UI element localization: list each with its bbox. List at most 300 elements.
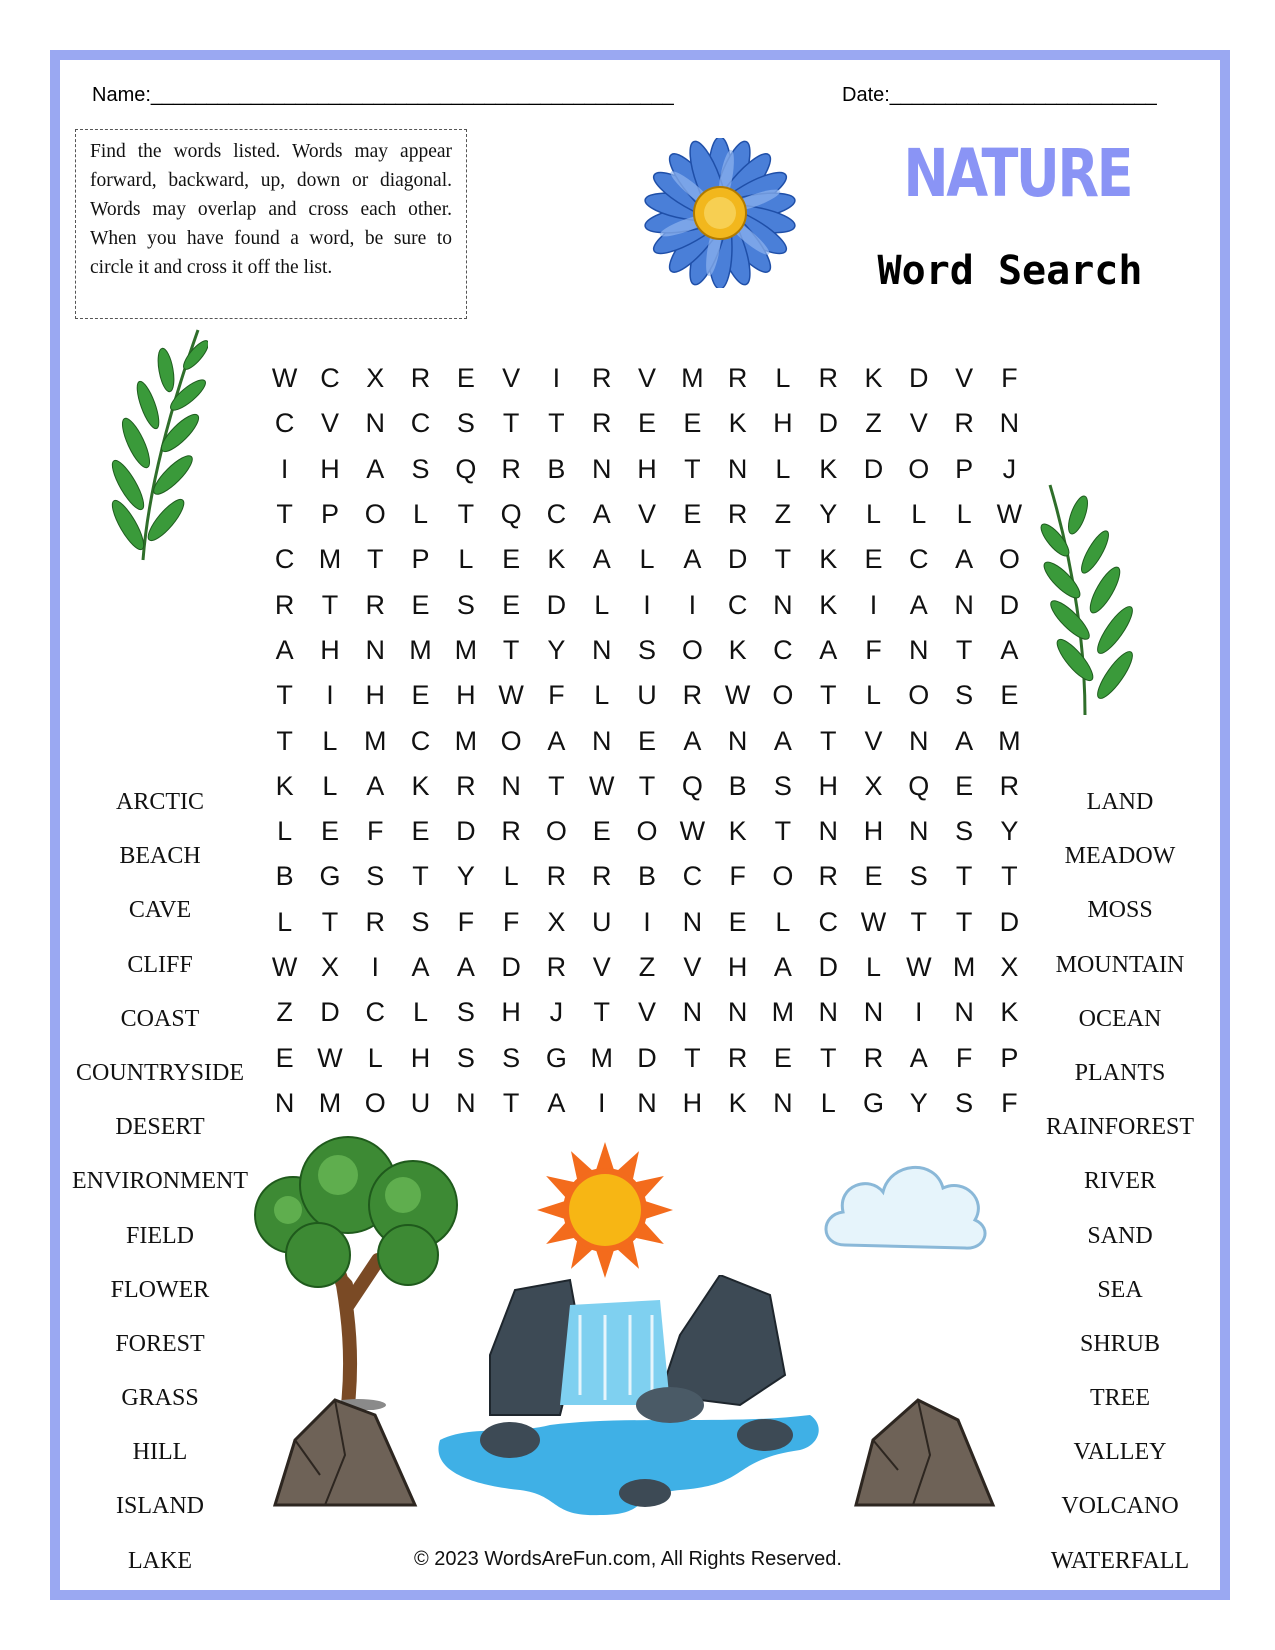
grid-letter[interactable]: E: [411, 680, 430, 711]
grid-letter[interactable]: V: [638, 997, 657, 1028]
letter-grid[interactable]: [262, 356, 1032, 1126]
grid-letter[interactable]: W: [271, 952, 298, 982]
grid-letter[interactable]: W: [317, 1042, 343, 1073]
grid-letter[interactable]: L: [865, 680, 882, 711]
grid-letter[interactable]: L: [820, 1087, 836, 1118]
grid-letter[interactable]: F: [1001, 1087, 1018, 1118]
grid-letter[interactable]: A: [547, 1087, 566, 1118]
grid-letter[interactable]: Z: [276, 997, 293, 1028]
grid-letter[interactable]: T: [593, 997, 610, 1028]
grid-letter[interactable]: F: [955, 1042, 973, 1073]
grid-letter[interactable]: N: [365, 634, 385, 665]
grid-letter[interactable]: F: [366, 816, 384, 847]
grid-letter[interactable]: R: [818, 861, 838, 892]
grid-letter[interactable]: T: [548, 408, 565, 439]
grid-letter[interactable]: A: [366, 453, 385, 484]
grid-letter[interactable]: A: [411, 952, 430, 982]
grid-letter[interactable]: J: [549, 997, 564, 1028]
grid-letter[interactable]: D: [999, 906, 1020, 937]
grid-letter[interactable]: A: [955, 725, 974, 756]
grid-letter[interactable]: C: [410, 725, 431, 756]
grid-letter[interactable]: R: [727, 499, 748, 530]
grid-letter[interactable]: O: [364, 499, 386, 530]
grid-letter[interactable]: N: [818, 997, 838, 1028]
grid-letter[interactable]: L: [865, 499, 882, 530]
grid-letter[interactable]: V: [592, 952, 611, 982]
title-nature: NATURE: [903, 135, 1132, 212]
grid-letter[interactable]: T: [955, 906, 973, 937]
grid-letter[interactable]: D: [999, 589, 1020, 620]
grid-letter[interactable]: N: [909, 816, 929, 847]
grid-letter[interactable]: N: [727, 453, 748, 484]
grid-letter[interactable]: D: [909, 363, 929, 394]
grid-letter[interactable]: L: [911, 499, 927, 530]
grid-letter[interactable]: R: [501, 816, 521, 847]
grid-letter[interactable]: E: [1000, 680, 1019, 711]
grid-letter[interactable]: D: [501, 952, 521, 982]
grid-letter[interactable]: T: [276, 499, 293, 530]
grid-letter[interactable]: L: [639, 544, 655, 575]
grid-letter[interactable]: E: [592, 816, 611, 847]
grid-letter[interactable]: H: [863, 816, 884, 847]
title-word-search: Word Search: [877, 248, 1143, 294]
grid-letter[interactable]: O: [364, 1087, 386, 1118]
word-list-item: DESERT: [115, 1114, 205, 1141]
grid-letter[interactable]: Z: [865, 408, 882, 439]
grid-letter[interactable]: S: [638, 634, 657, 665]
grid-letter[interactable]: M: [771, 997, 795, 1028]
word-list-item: BEACH: [119, 843, 201, 870]
grid-letter[interactable]: O: [772, 861, 794, 892]
grid-letter[interactable]: S: [411, 453, 430, 484]
grid-letter[interactable]: E: [411, 589, 430, 620]
grid-letter[interactable]: R: [591, 408, 612, 439]
grid-letter[interactable]: A: [819, 634, 838, 665]
grid-letter[interactable]: B: [638, 861, 657, 892]
grid-letter[interactable]: P: [1000, 1042, 1019, 1073]
grid-letter[interactable]: L: [277, 906, 293, 937]
grid-letter[interactable]: A: [592, 499, 611, 530]
word-list-item: SAND: [1087, 1222, 1153, 1249]
grid-letter[interactable]: R: [365, 906, 385, 937]
grid-letter[interactable]: H: [637, 453, 657, 484]
grid-letter[interactable]: E: [955, 770, 974, 801]
grid-letter[interactable]: Z: [638, 952, 656, 982]
grid-letter[interactable]: T: [819, 680, 837, 711]
grid-letter[interactable]: Y: [819, 499, 838, 530]
grid-letter[interactable]: Y: [1000, 816, 1019, 847]
grid-letter[interactable]: K: [275, 770, 294, 801]
grid-letter[interactable]: R: [727, 1042, 748, 1073]
grid-letter[interactable]: R: [863, 1042, 884, 1073]
grid-letter[interactable]: U: [591, 906, 612, 937]
grid-letter[interactable]: P: [955, 453, 974, 484]
grid-letter[interactable]: E: [320, 816, 339, 847]
grid-letter[interactable]: T: [276, 725, 293, 756]
grid-letter[interactable]: S: [456, 997, 475, 1028]
grid-letter[interactable]: M: [318, 1087, 342, 1118]
grid-letter[interactable]: T: [502, 634, 520, 665]
grid-letter[interactable]: L: [956, 499, 972, 530]
grid-letter[interactable]: S: [773, 770, 792, 801]
grid-letter[interactable]: I: [915, 997, 923, 1028]
grid-letter[interactable]: V: [638, 499, 657, 530]
grid-letter[interactable]: C: [365, 997, 385, 1028]
grid-letter[interactable]: I: [688, 589, 697, 620]
grid-letter[interactable]: O: [908, 453, 930, 484]
grid-letter[interactable]: Q: [500, 499, 522, 530]
grid-letter[interactable]: S: [366, 861, 385, 892]
grid-letter[interactable]: A: [275, 634, 294, 665]
grid-letter[interactable]: K: [819, 589, 838, 620]
grid-letter[interactable]: M: [952, 952, 976, 982]
grid-letter[interactable]: S: [456, 1042, 475, 1073]
grid-letter[interactable]: A: [773, 725, 792, 756]
grid-letter[interactable]: A: [683, 725, 702, 756]
grid-letter[interactable]: I: [371, 952, 379, 982]
grid-letter[interactable]: R: [682, 680, 703, 711]
grid-letter[interactable]: O: [545, 816, 567, 847]
grid-letter[interactable]: C: [909, 544, 929, 575]
grid-letter[interactable]: M: [590, 1042, 613, 1073]
grid-letter[interactable]: V: [320, 408, 339, 439]
grid-letter[interactable]: H: [501, 997, 521, 1028]
grid-letter[interactable]: L: [322, 770, 338, 801]
grid-letter[interactable]: R: [274, 589, 295, 620]
grid-letter[interactable]: W: [498, 680, 524, 711]
grid-letter[interactable]: K: [728, 1087, 747, 1118]
grid-letter[interactable]: T: [457, 499, 475, 530]
grid-letter[interactable]: M: [318, 544, 342, 575]
grid-letter[interactable]: I: [280, 453, 289, 484]
grid-letter[interactable]: T: [955, 861, 973, 892]
grid-letter[interactable]: L: [413, 997, 429, 1028]
grid-letter[interactable]: D: [546, 589, 567, 620]
grid-letter[interactable]: T: [638, 770, 656, 801]
grid-letter[interactable]: N: [727, 997, 748, 1028]
grid-letter[interactable]: D: [818, 952, 838, 982]
grid-letter[interactable]: H: [773, 408, 793, 439]
grid-letter[interactable]: V: [502, 363, 521, 394]
grid-letter[interactable]: L: [367, 1042, 383, 1073]
grid-letter[interactable]: P: [320, 499, 339, 530]
grid-letter[interactable]: N: [365, 408, 385, 439]
grid-letter[interactable]: T: [774, 544, 792, 575]
grid-letter[interactable]: I: [869, 589, 878, 620]
grid-letter[interactable]: V: [683, 952, 702, 982]
grid-letter[interactable]: S: [411, 906, 430, 937]
grid-letter[interactable]: N: [909, 725, 929, 756]
grid-letter[interactable]: R: [365, 589, 385, 620]
grid-letter[interactable]: N: [818, 816, 838, 847]
grid-letter[interactable]: I: [552, 363, 561, 394]
grid-letter[interactable]: Q: [908, 770, 930, 801]
grid-letter[interactable]: C: [818, 906, 838, 937]
grid-letter[interactable]: O: [500, 725, 522, 756]
grid-letter[interactable]: N: [999, 408, 1020, 439]
grid-letter[interactable]: W: [906, 952, 932, 982]
grid-letter[interactable]: U: [410, 1087, 431, 1118]
grid-letter[interactable]: M: [409, 634, 432, 665]
grid-letter[interactable]: A: [1000, 634, 1019, 665]
word-list-item: COUNTRYSIDE: [75, 1059, 244, 1086]
grid-letter[interactable]: O: [681, 634, 703, 665]
grid-letter[interactable]: Q: [455, 453, 477, 484]
grid-letter[interactable]: C: [320, 363, 340, 394]
grid-letter[interactable]: L: [775, 453, 791, 484]
grid-letter[interactable]: H: [320, 453, 340, 484]
grid-letter[interactable]: L: [277, 816, 293, 847]
grid-letter[interactable]: T: [684, 453, 701, 484]
grid-letter[interactable]: T: [276, 680, 293, 711]
grid-letter[interactable]: C: [727, 589, 748, 620]
grid-letter[interactable]: N: [863, 997, 884, 1028]
grid-letter[interactable]: T: [548, 770, 565, 801]
grid-letter[interactable]: E: [864, 861, 883, 892]
grid-letter[interactable]: E: [502, 544, 521, 575]
grid-letter[interactable]: N: [637, 1087, 657, 1118]
grid-letter[interactable]: E: [683, 408, 702, 439]
grid-letter[interactable]: A: [955, 544, 974, 575]
grid-letter[interactable]: C: [410, 408, 431, 439]
grid-letter[interactable]: J: [1002, 453, 1017, 484]
grid-letter[interactable]: Y: [909, 1087, 928, 1118]
grid-letter[interactable]: C: [682, 861, 703, 892]
grid-letter[interactable]: T: [774, 816, 792, 847]
grid-letter[interactable]: E: [638, 725, 657, 756]
grid-letter[interactable]: S: [456, 589, 475, 620]
grid-letter[interactable]: N: [773, 1087, 793, 1118]
grid-letter[interactable]: X: [547, 906, 566, 937]
grid-letter[interactable]: D: [456, 816, 476, 847]
grid-letter[interactable]: D: [727, 544, 748, 575]
grid-letter[interactable]: N: [591, 634, 612, 665]
grid-letter[interactable]: I: [643, 906, 651, 937]
grid-letter[interactable]: E: [638, 408, 657, 439]
grid-letter[interactable]: V: [955, 363, 974, 394]
grid-letter[interactable]: A: [909, 589, 928, 620]
grid-letter[interactable]: E: [683, 499, 702, 530]
grid-letter[interactable]: B: [275, 861, 294, 892]
grid-letter[interactable]: X: [1000, 952, 1019, 982]
grid-letter[interactable]: N: [591, 453, 612, 484]
grid-letter[interactable]: R: [546, 952, 567, 982]
grid-letter[interactable]: T: [321, 589, 339, 620]
grid-letter[interactable]: K: [728, 816, 747, 847]
grid-letter[interactable]: E: [728, 906, 747, 937]
grid-letter[interactable]: C: [546, 499, 567, 530]
grid-letter[interactable]: V: [864, 725, 883, 756]
grid-letter[interactable]: I: [326, 680, 334, 711]
grid-letter[interactable]: H: [365, 680, 385, 711]
grid-letter[interactable]: R: [456, 770, 476, 801]
grid-letter[interactable]: X: [366, 363, 385, 394]
grid-letter[interactable]: K: [728, 408, 747, 439]
grid-letter[interactable]: L: [594, 680, 610, 711]
grid-letter[interactable]: A: [773, 952, 792, 982]
grid-letter[interactable]: W: [271, 363, 298, 394]
grid-letter[interactable]: G: [863, 1087, 885, 1118]
date-field[interactable]: Date:________________________: [842, 84, 1157, 106]
grid-letter[interactable]: R: [999, 770, 1020, 801]
grid-letter[interactable]: O: [636, 816, 658, 847]
grid-letter[interactable]: L: [865, 952, 882, 982]
grid-letter[interactable]: E: [502, 589, 521, 620]
grid-letter[interactable]: E: [411, 816, 430, 847]
grid-letter[interactable]: L: [503, 861, 519, 892]
grid-letter[interactable]: G: [319, 861, 341, 892]
grid-letter[interactable]: L: [458, 544, 474, 575]
grid-letter[interactable]: P: [411, 544, 430, 575]
grid-letter[interactable]: R: [410, 363, 431, 394]
grid-letter[interactable]: H: [682, 1087, 703, 1118]
grid-letter[interactable]: K: [819, 544, 838, 575]
grid-letter[interactable]: M: [998, 725, 1021, 756]
grid-letter[interactable]: S: [955, 816, 974, 847]
grid-letter[interactable]: N: [682, 906, 703, 937]
grid-letter[interactable]: N: [682, 997, 703, 1028]
grid-letter[interactable]: R: [591, 363, 612, 394]
grid-letter[interactable]: N: [909, 634, 929, 665]
grid-letter[interactable]: O: [772, 680, 794, 711]
grid-letter[interactable]: L: [413, 499, 429, 530]
grid-letter[interactable]: Q: [681, 770, 703, 801]
grid-letter[interactable]: N: [727, 725, 748, 756]
grid-letter[interactable]: K: [411, 770, 430, 801]
grid-letter[interactable]: M: [681, 363, 704, 394]
grid-letter[interactable]: V: [638, 363, 657, 394]
grid-letter[interactable]: N: [501, 770, 521, 801]
grid-letter[interactable]: S: [955, 1087, 974, 1118]
grid-letter[interactable]: N: [773, 589, 793, 620]
grid-letter[interactable]: S: [502, 1042, 521, 1073]
grid-letter[interactable]: T: [955, 634, 973, 665]
grid-letter[interactable]: F: [1001, 363, 1018, 394]
grid-letter[interactable]: K: [547, 544, 566, 575]
grid-letter[interactable]: T: [684, 1042, 701, 1073]
grid-letter[interactable]: K: [728, 634, 747, 665]
grid-letter[interactable]: N: [591, 725, 612, 756]
grid-letter[interactable]: G: [545, 1042, 567, 1073]
grid-letter[interactable]: X: [320, 952, 339, 982]
grid-letter[interactable]: D: [320, 997, 340, 1028]
grid-letter[interactable]: R: [954, 408, 974, 439]
grid-letter[interactable]: R: [591, 861, 612, 892]
grid-letter[interactable]: T: [321, 906, 339, 937]
grid-letter[interactable]: F: [865, 634, 882, 665]
grid-letter[interactable]: B: [547, 453, 566, 484]
grid-letter[interactable]: C: [773, 634, 793, 665]
grid-letter[interactable]: K: [1000, 997, 1019, 1028]
grid-letter[interactable]: I: [643, 589, 651, 620]
grid-letter[interactable]: I: [597, 1087, 606, 1118]
grid-letter[interactable]: T: [910, 906, 928, 937]
name-field[interactable]: Name:_______________________________________________: [92, 84, 674, 106]
grid-letter[interactable]: T: [502, 1087, 520, 1118]
grid-letter[interactable]: W: [860, 906, 887, 937]
grid-letter[interactable]: C: [274, 408, 295, 439]
grid-letter[interactable]: W: [588, 770, 615, 801]
grid-letter[interactable]: M: [363, 725, 387, 756]
grid-letter[interactable]: B: [728, 770, 747, 801]
grid-letter[interactable]: A: [683, 544, 702, 575]
grid-letter[interactable]: A: [547, 725, 566, 756]
grid-letter[interactable]: M: [454, 725, 478, 756]
grid-letter[interactable]: N: [954, 997, 974, 1028]
grid-letter[interactable]: T: [412, 861, 429, 892]
grid-letter[interactable]: Y: [456, 861, 475, 892]
grid-letter[interactable]: X: [864, 770, 883, 801]
grid-letter[interactable]: R: [546, 861, 567, 892]
grid-letter[interactable]: A: [909, 1042, 928, 1073]
grid-letter[interactable]: H: [410, 1042, 431, 1073]
grid-letter[interactable]: T: [819, 1042, 837, 1073]
grid-letter[interactable]: U: [637, 680, 657, 711]
grid-letter[interactable]: L: [775, 363, 791, 394]
grid-letter[interactable]: Z: [774, 499, 792, 530]
grid-letter[interactable]: R: [727, 363, 748, 394]
grid-letter[interactable]: D: [863, 453, 884, 484]
grid-letter[interactable]: W: [724, 680, 751, 711]
grid-letter[interactable]: N: [456, 1087, 476, 1118]
grid-letter[interactable]: H: [727, 952, 748, 982]
grid-letter[interactable]: W: [679, 816, 706, 847]
grid-letter[interactable]: F: [457, 906, 475, 937]
grid-letter[interactable]: A: [366, 770, 385, 801]
grid-letter[interactable]: O: [908, 680, 930, 711]
grid-letter[interactable]: H: [456, 680, 476, 711]
grid-letter[interactable]: T: [366, 544, 384, 575]
word-list-right: [1025, 790, 1215, 1603]
grid-letter[interactable]: D: [818, 408, 838, 439]
grid-letter[interactable]: E: [864, 544, 883, 575]
grid-letter[interactable]: L: [775, 906, 791, 937]
grid-letter[interactable]: E: [275, 1042, 294, 1073]
grid-letter[interactable]: K: [864, 363, 883, 394]
grid-letter[interactable]: T: [819, 725, 837, 756]
grid-letter[interactable]: S: [955, 680, 974, 711]
grid-letter[interactable]: R: [818, 363, 838, 394]
grid-letter[interactable]: A: [456, 952, 475, 982]
grid-letter[interactable]: V: [909, 408, 928, 439]
grid-letter[interactable]: L: [322, 725, 338, 756]
grid-letter[interactable]: H: [320, 634, 340, 665]
grid-letter[interactable]: S: [456, 408, 475, 439]
grid-letter[interactable]: M: [454, 634, 478, 665]
grid-letter[interactable]: S: [909, 861, 928, 892]
grid-letter[interactable]: T: [502, 408, 520, 439]
grid-letter[interactable]: O: [998, 544, 1020, 575]
grid-letter[interactable]: R: [501, 453, 521, 484]
grid-letter[interactable]: E: [773, 1042, 792, 1073]
grid-letter[interactable]: T: [1001, 861, 1018, 892]
grid-letter[interactable]: C: [274, 544, 295, 575]
grid-letter[interactable]: H: [818, 770, 838, 801]
grid-letter[interactable]: Y: [547, 634, 566, 665]
grid-letter[interactable]: A: [592, 544, 611, 575]
grid-letter[interactable]: W: [996, 499, 1023, 530]
grid-letter[interactable]: L: [594, 589, 610, 620]
grid-letter[interactable]: N: [954, 589, 974, 620]
grid-letter[interactable]: N: [274, 1087, 295, 1118]
grid-letter[interactable]: E: [456, 363, 475, 394]
grid-letter[interactable]: D: [637, 1042, 657, 1073]
grid-letter[interactable]: F: [502, 906, 520, 937]
grid-letter[interactable]: K: [819, 453, 838, 484]
grid-letter[interactable]: F: [548, 680, 565, 711]
word-list-item: SEA: [1097, 1276, 1143, 1303]
grid-letter[interactable]: F: [729, 861, 746, 892]
